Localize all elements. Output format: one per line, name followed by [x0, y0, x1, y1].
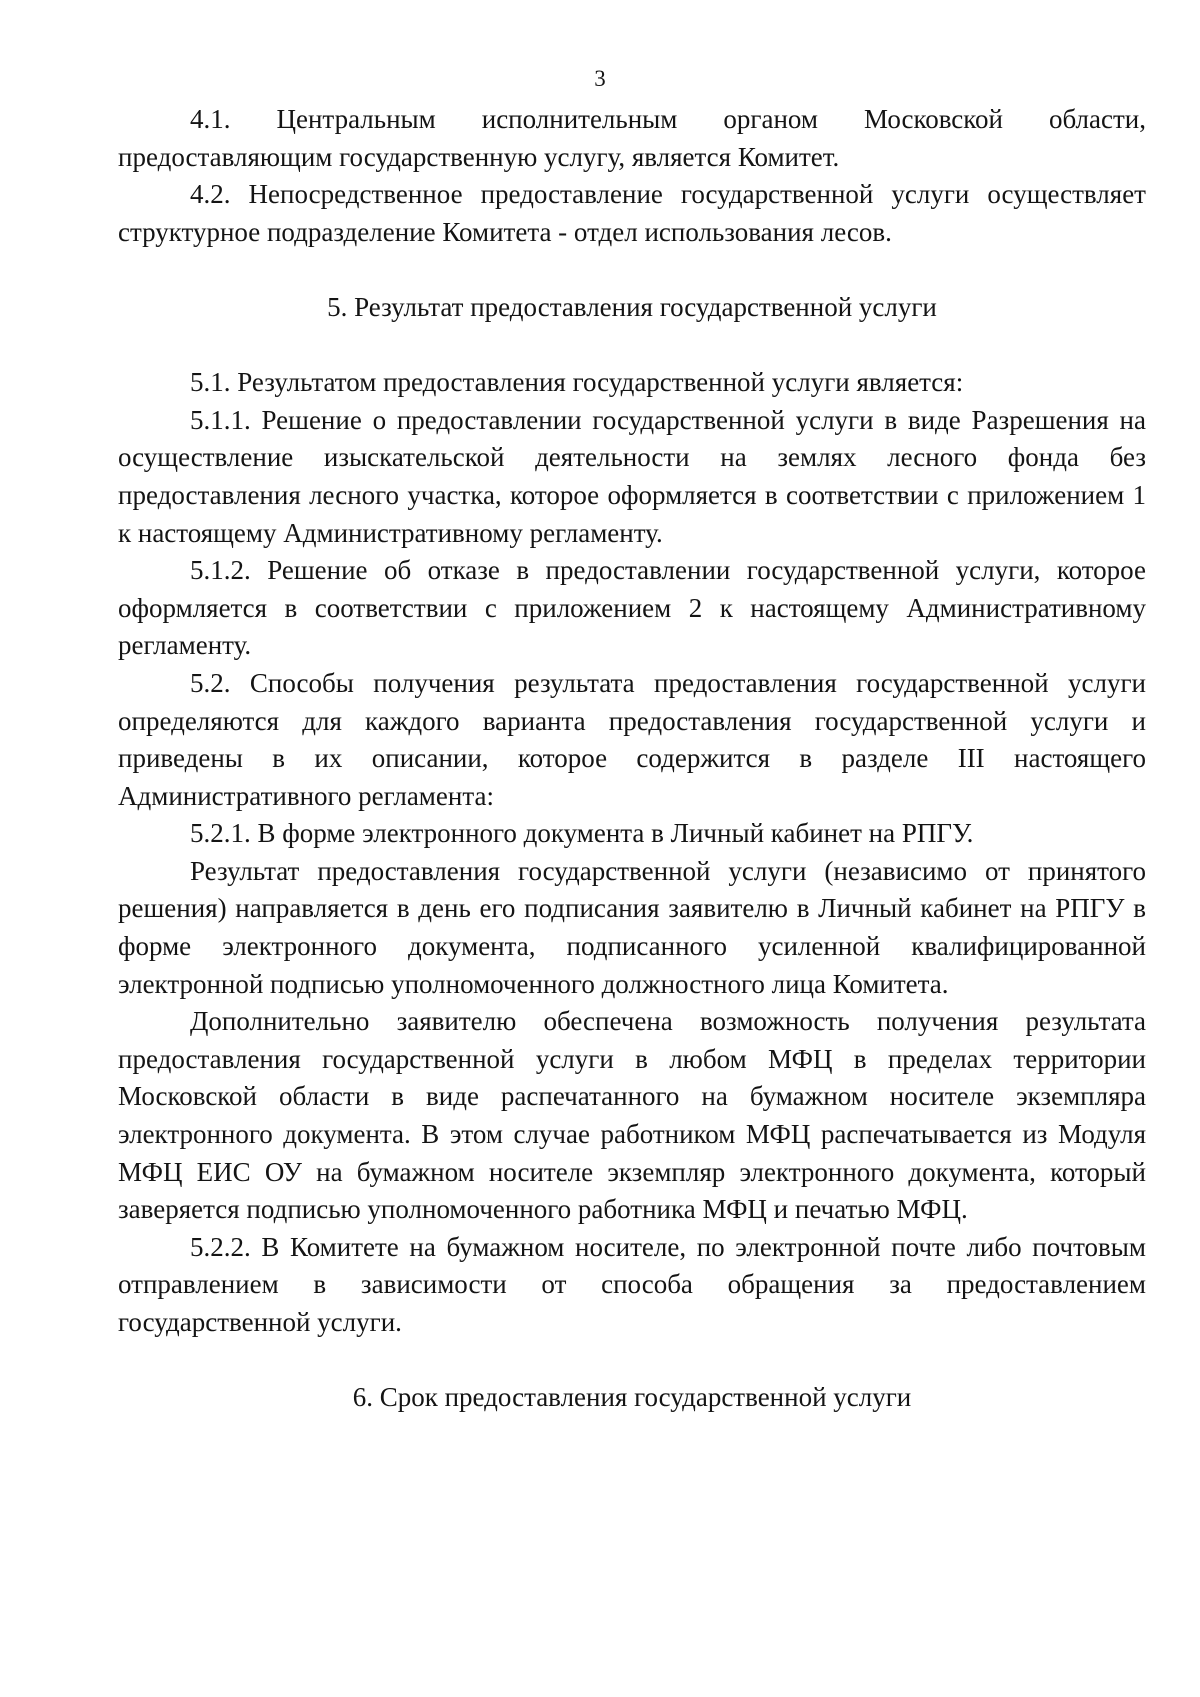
section-heading-6: 6. Срок предоставления государственной услуги [352, 1382, 912, 1413]
paragraph-5-1-1: 5.1.1. Решение о предоставлении государственной услуги в виде Разрешения на осуществление изыскательской деятельности на землях лесного фонда без предоставления лесного участка, которое оформляется в соответствии с приложением 1 к настоящему Административному регламенту. [118, 404, 1146, 548]
paragraph-result-delivery: Результат предоставления государственной услуги (независимо от принятого решения) направляется в день его подписания заявителю в Личный кабинет на РПГУ в форме электронного документа, подписанного усиленной квалифицированной электронной подписью уполномоченного должностного лица Комитета. [118, 855, 1146, 999]
paragraph-4-1: 4.1. Центральным исполнительным органом Московской области, предоставляющим государственную услугу, является Комитет. [118, 104, 1146, 172]
document-body [118, 101, 1146, 1417]
paragraph-5-1-2: 5.1.2. Решение об отказе в предоставлении государственной услуги, которое оформляется в соответствии с приложением 2 к настоящему Административному регламенту. [118, 555, 1146, 661]
paragraph-5-2: 5.2. Способы получения результата предоставления государственной услуги определяются для каждого варианта предоставления государственной услуги и приведены в их описании, которое содержится в разделе III настоящего Административного регламента: [118, 667, 1146, 811]
paragraph-4-2: 4.2. Непосредственное предоставление государственной услуги осуществляет структурное подразделение Комитета - отдел использования лесов. [118, 179, 1146, 247]
page-number: 3 [594, 66, 606, 91]
paragraph-5-2-1: 5.2.1. В форме электронного документа в Личный кабинет на РПГУ. [190, 818, 974, 849]
paragraph-5-2-2: 5.2.2. В Комитете на бумажном носителе, по электронной почте либо почтовым отправлением в зависимости от способа обращения за предоставлением государственной услуги. [118, 1231, 1146, 1337]
section-heading-5: 5. Результат предоставления государственной услуги [327, 291, 937, 322]
paragraph-mfc-option: Дополнительно заявителю обеспечена возможность получения результата предоставления государственной услуги в любом МФЦ в пределах территории Московской области в виде распечатанного на бумажном носителе экземпляра электронного документа. В этом случае работником МФЦ распечатывается из Модуля МФЦ ЕИС ОУ на бумажном носителе экземпляр электронного документа, который заверяется подписью уполномоченного работника МФЦ и печатью МФЦ. [118, 1006, 1146, 1225]
paragraph-5-1: 5.1. Результатом предоставления государственной услуги является: [190, 367, 964, 398]
